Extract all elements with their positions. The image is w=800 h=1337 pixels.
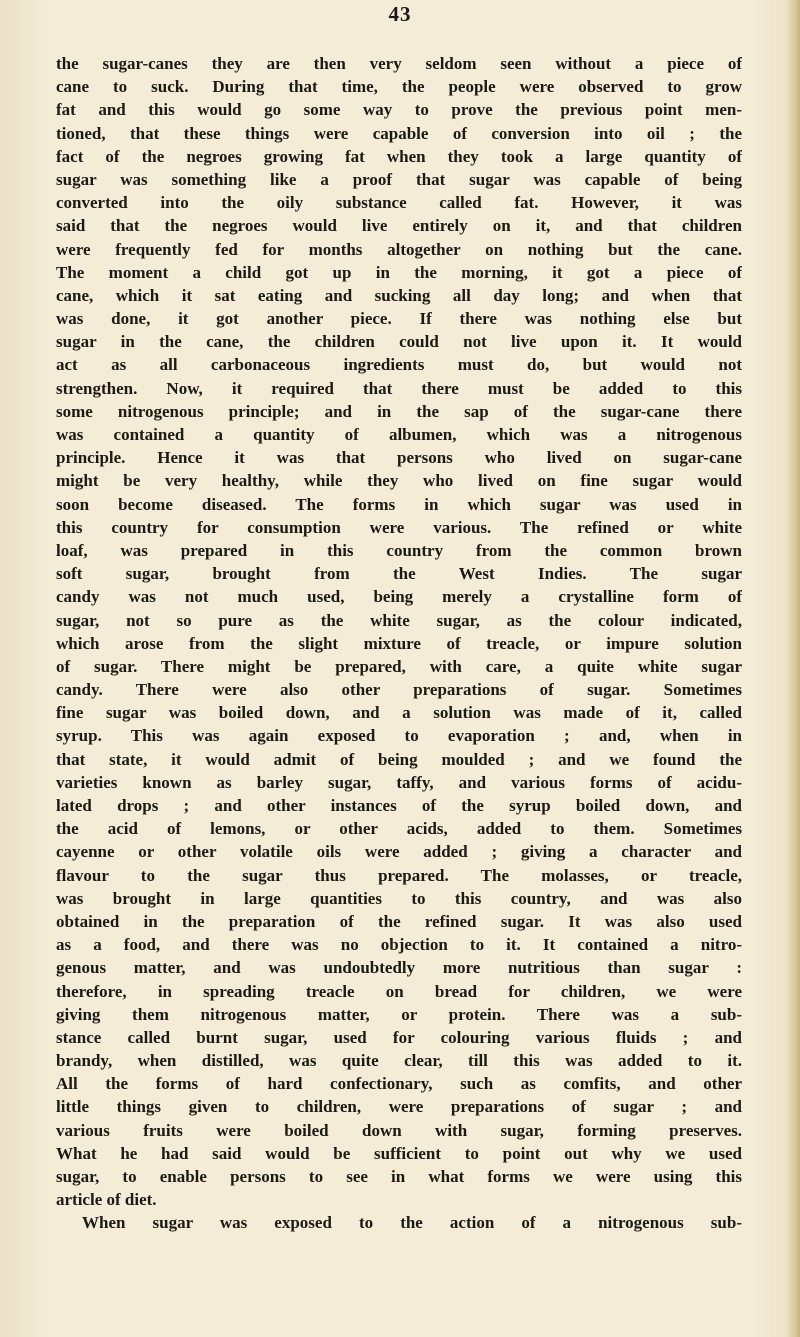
text-line: obtained in the preparation of the refined sugar. It was also used (56, 911, 742, 931)
text-line: What he had said would be sufficient to point out why we used (56, 1143, 742, 1163)
text-line: therefore, in spreading treacle on bread for children, we were (56, 981, 742, 1001)
text-line: were frequently fed for months altogether on nothing but the cane. (56, 239, 742, 259)
text-line: soft sugar, brought from the West Indies. The sugar (56, 564, 742, 584)
text-line: said that the negroes would live entirely on it, and that children (56, 216, 742, 236)
text-line: which arose from the slight mixture of treacle, or impure solution (56, 633, 742, 653)
text-line: fact of the negroes growing fat when they took a large quantity of (56, 146, 742, 166)
text-line: sugar, not so pure as the white sugar, as the colour indicated, (56, 610, 742, 630)
text-line: the acid of lemons, or other acids, added to them. Sometimes (56, 819, 742, 839)
text-line: cane to suck. During that time, the people were observed to grow (56, 77, 742, 97)
text-line: principle. Hence it was that persons who lived on sugar-cane (56, 448, 742, 468)
text-line: was done, it got another piece. If there was nothing else but (56, 309, 742, 329)
text-line: varieties known as barley sugar, taffy, and various forms of acidu- (56, 772, 742, 792)
text-line: candy. There were also other preparations of sugar. Sometimes (56, 680, 742, 700)
text-line: fat and this would go some way to prove the previous point men- (56, 100, 742, 120)
text-line: cayenne or other volatile oils were added ; giving a character and (56, 842, 742, 862)
page-number: 43 (388, 2, 412, 26)
text-line: flavour to the sugar thus prepared. The molasses, or treacle, (56, 865, 742, 885)
text-line: some nitrogenous principle; and in the sap of the sugar-cane there (56, 401, 742, 421)
page-edge-shadow (786, 0, 800, 1337)
text-line: The moment a child got up in the morning, it got a piece of (56, 262, 742, 282)
text-line: candy was not much used, being merely a crystalline form of (56, 587, 742, 607)
text-line: giving them nitrogenous matter, or protein. There was a sub- (56, 1004, 742, 1024)
text-line: lated drops ; and other instances of the syrup boiled down, and (56, 796, 742, 815)
text-line: fine sugar was boiled down, and a solution was made of it, called (56, 703, 742, 723)
text-line: sugar was something like a proof that sugar was capable of being (56, 169, 742, 189)
text-line: converted into the oily substance called fat. However, it was (56, 193, 742, 213)
text-line: genous matter, and was undoubtedly more nutritious than sugar : (56, 958, 742, 978)
text-line: cane, which it sat eating and sucking all day long; and when that (56, 285, 742, 305)
text-line: When sugar was exposed to the action of a nitrogenous sub- (82, 1213, 742, 1233)
text-line: act as all carbonaceous ingredients must do, but would not (56, 355, 742, 375)
text-line: stance called burnt sugar, used for colouring various fluids ; and (56, 1027, 742, 1047)
text-line: sugar in the cane, the children could not live upon it. It would (56, 332, 742, 352)
text-line: as a food, and there was no objection to it. It contained a nitro- (56, 935, 742, 955)
text-line: of sugar. There might be prepared, with care, a quite white sugar (56, 656, 742, 676)
text-line: syrup. This was again exposed to evaporation ; and, when in (56, 726, 742, 746)
text-line: loaf, was prepared in this country from the common brown (56, 540, 742, 560)
text-line: All the forms of hard confectionary, such as comfits, and other (56, 1074, 742, 1094)
text-line: this country for consumption were various. The refined or white (56, 517, 742, 537)
text-line: was brought in large quantities to this country, and was also (56, 888, 742, 908)
text-line: the sugar-canes they are then very seldom seen without a piece of (56, 54, 742, 73)
text-line: tioned, that these things were capable of conversion into oil ; the (56, 123, 742, 143)
text-line: was contained a quantity of albumen, which was a nitrogenous (56, 425, 742, 444)
text-line: soon become diseased. The forms in which sugar was used in (56, 494, 742, 514)
text-line: sugar, to enable persons to see in what forms we were using this (56, 1167, 742, 1186)
text-line: various fruits were boiled down with sugar, forming preserves. (56, 1120, 742, 1140)
text-line: article of diet. (56, 1190, 157, 1210)
body-text (56, 52, 742, 1235)
text-line: that state, it would admit of being moulded ; and we found the (56, 749, 742, 769)
text-line: little things given to children, were preparations of sugar ; and (56, 1097, 742, 1117)
text-line: strengthen. Now, it required that there must be added to this (56, 378, 742, 398)
text-line: brandy, when distilled, was quite clear, till this was added to it. (56, 1051, 742, 1071)
text-line: might be very healthy, while they who lived on fine sugar would (56, 471, 742, 491)
